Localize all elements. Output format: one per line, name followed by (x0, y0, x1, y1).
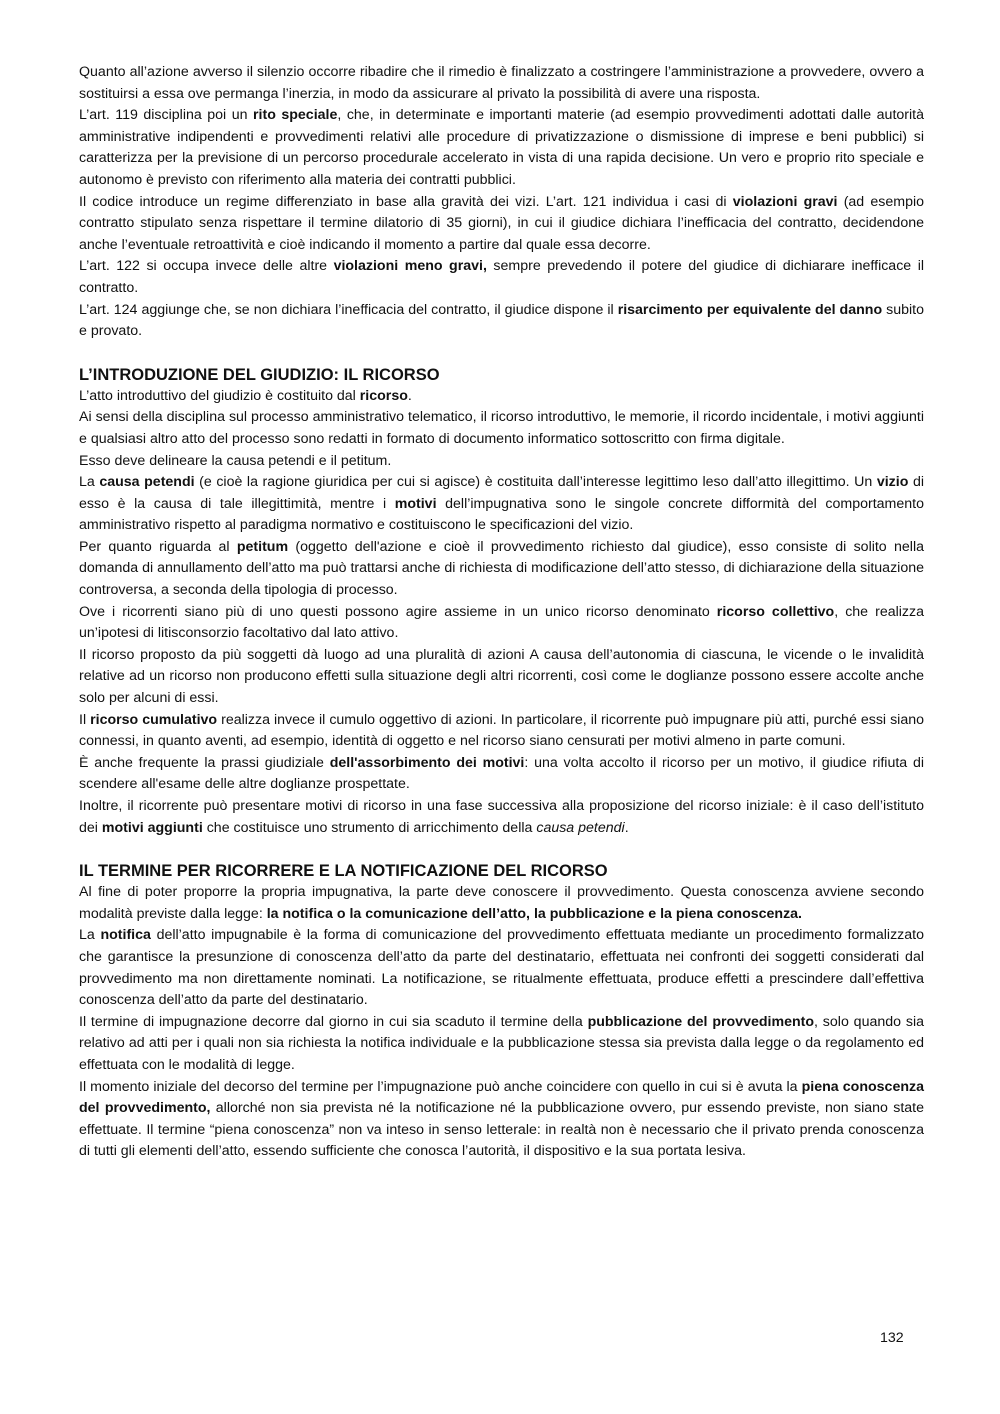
italic-text: causa petendi (536, 819, 625, 836)
paragraph (79, 537, 924, 602)
text-run: sempre prevedendo il potere del giudice di dichiarare inefficace il contratto. (79, 258, 924, 296)
paragraph (79, 407, 924, 450)
paragraph (79, 882, 924, 925)
bold-text: la notifica o la comunicazione dell’atto, la pubblicazione e la piena conoscenza. (266, 905, 803, 922)
bold-text: ricorso cumulativo (90, 711, 218, 728)
text-run: realizza invece il cumulo oggettivo di azioni. In particolare, il ricorrente può impugnare più atti, purché essi siano connessi, in quanto aventi, ad esempio, identità di oggetto e nel ricorso siano censurati per motivi almeno in parte comuni. (79, 711, 924, 750)
text-run: , solo quando sia relativo ad atti per i quali non sia richiesta la notifica individuale e la pubblicazione stessa sia prevista dalla legge o da regolamento ed effettuata con le modalità di legge. (79, 1013, 924, 1073)
text-run: Il codice introduce un regime differenziato in base alla gravità dei vizi. L’art. 121 individua i casi di (79, 193, 733, 210)
bold-text: notifica (100, 927, 151, 944)
bold-text: causa petendi (99, 474, 195, 491)
text-run: Quanto all’azione avverso il silenzio occorre ribadire che il rimedio è finalizzato a costringere l’amministrazione a provvedere, ovvero a sostituirsi a essa ove permanga l’inerzia, in modo da assicurare al privato la possibilità di avere una risposta. (79, 64, 924, 102)
paragraph (79, 753, 924, 796)
text-run: Ai sensi della disciplina sul processo amministrativo telematico, il ricorso introduttivo, le memorie, il ricordo incidentale, i motivi aggiunti e qualsiasi altro atto del processo sono redatti in formato di documento informatico sottoscritto con firma digitale. (79, 409, 924, 447)
paragraph (79, 62, 924, 105)
paragraph (79, 451, 924, 473)
bold-text: motivi aggiunti (101, 819, 203, 836)
text-run: , che realizza un’ipotesi di litisconsorzio facoltativo dal lato attivo. (79, 603, 924, 642)
paragraph (79, 645, 924, 710)
text-run: La (79, 474, 100, 491)
section-heading-termine: IL TERMINE PER RICORRERE E LA NOTIFICAZIONE DEL RICORSO (79, 862, 608, 881)
text-run: Il termine di impugnazione decorre dal giorno in cui sia scaduto il termine della (79, 1013, 588, 1030)
paragraph (79, 710, 924, 753)
paragraph (79, 925, 924, 1011)
document-page (79, 62, 924, 1163)
bold-text: dell'assorbimento dei motivi (329, 754, 525, 771)
paragraph (79, 1012, 924, 1077)
text-run: Esso deve delineare la causa petendi e il petitum. (79, 452, 392, 469)
text-run: Per quanto riguarda al (79, 538, 237, 555)
paragraph (79, 192, 924, 257)
section-ricorso (79, 386, 924, 839)
bold-text: ricorso collettivo (716, 603, 835, 620)
bold-text: vizio (876, 474, 909, 491)
text-run: subito e provato. (79, 301, 924, 340)
text-run: dell’atto impugnabile è la forma di comunicazione del provvedimento effettuata mediante un procedimento formalizzato che garantisce la presunzione di conoscenza dell’atto da parte del destinatario, effettuata nei confronti dei soggetti considerati dal provvedimento ma non direttamente nominati. La notificazione, se ritualmente effettuata, produce effetti a prescindere dall’effettiva conoscenza dell’atto da parte del destinatario. (79, 927, 924, 1009)
paragraph (79, 105, 924, 191)
text-run: . (407, 387, 412, 404)
bold-text: violazioni gravi (732, 193, 838, 210)
bold-text: motivi (394, 495, 437, 512)
text-run: Al fine di poter proporre la propria impugnativa, la parte deve conoscere il provvedimento. Questa conoscenza avviene secondo modalità previste dalla legge: (79, 884, 924, 922)
text-run: (oggetto dell'azione e cioè il provvedimento richiesto dal giudice), esso consiste di solito nella domanda di annullamento dell’atto ma può trattarsi anche di richiesta di modificazione dell’atto stesso, di dichiarazione della situazione controversa, a seconda della tipologia di processo. (79, 538, 924, 599)
text-run: : una volta accolto il ricorso per un motivo, il giudice rifiuta di scendere all'esame delle altre doglianze prospettate. (79, 754, 924, 793)
text-run: Il ricorso proposto da più soggetti dà luogo ad una pluralità di azioni A causa dell’autonomia di ciascuna, le vicende o le invalidità relative ad un ricorso non producono effetti sulla situazione degli altri ricorrenti, così come le doglianze possono essere accolte anche solo per alcuni di essi. (79, 646, 924, 707)
text-run: (ad esempio contratto stipulato senza rispettare il termine dilatorio di 35 giorni), in cui il giudice dichiara l’inefficacia del contratto, decidendone anche l’eventuale retroattività e cioè indicando il momento a partire dal quale essa decorre. (79, 193, 925, 253)
text-run: L’atto introduttivo del giudizio è costituito dal (79, 387, 360, 404)
text-run: di esso è la causa di tale illegittimità, mentre i (79, 474, 924, 512)
paragraph (79, 256, 924, 299)
paragraph (79, 796, 924, 839)
bold-text: violazioni meno gravi, (333, 258, 487, 275)
text-run: L’art. 122 si occupa invece delle altre (79, 258, 334, 275)
text-run: (e cioè la ragione giuridica per cui si agisce) è costituita dall’interesse legittimo leso dall’atto illegittimo. Un (194, 474, 877, 491)
section-termine (79, 882, 924, 1163)
text-run: È anche frequente la prassi giudiziale (79, 754, 330, 771)
bold-text: risarcimento per equivalente del danno (617, 301, 883, 318)
section-heading-ricorso: L’INTRODUZIONE DEL GIUDIZIO: IL RICORSO (79, 365, 440, 384)
paragraph (79, 300, 924, 343)
bold-text: rito speciale (253, 107, 338, 124)
text-run: , che, in determinate e importanti materie (ad esempio provvedimenti adottati dalle autorità amministrative indipendenti e provvedimenti relativi alle procedure di privatizzazione o dismissione di imprese e beni pubblici) si caratterizza per la previsione di un percorso procedurale accelerato in vista di una rapida decisione. Un vero e proprio rito speciale e autonomo è previsto con riferimento alla materia dei contratti pubblici. (79, 107, 924, 188)
bold-text: ricorso (359, 387, 408, 404)
text-run: L’art. 124 aggiunge che, se non dichiara l’inefficacia del contratto, il giudice dispone il (79, 301, 618, 318)
bold-text: petitum (236, 538, 289, 555)
text-run: che costituisce uno strumento di arricchimento della (202, 819, 537, 836)
page-number: 132 (880, 1330, 904, 1346)
text-run: La (79, 927, 101, 944)
text-run: Inoltre, il ricorrente può presentare motivi di ricorso in una fase successiva alla proposizione del ricorso iniziale: è il caso dell’istituto dei (79, 798, 924, 836)
paragraph (79, 386, 924, 408)
section-intro (79, 62, 924, 343)
paragraph (79, 472, 924, 537)
text-run: dell’impugnativa sono le singole concrete difformità del comportamento amministrativo rispetto al paradigma normativo e costituiscono le specificazioni del vizio. (79, 495, 924, 534)
text-run: L’art. 119 disciplina poi un (79, 107, 253, 124)
paragraph (79, 602, 924, 645)
bold-text: piena conoscenza del provvedimento, (79, 1078, 924, 1117)
text-run: allorché non sia prevista né la notificazione né la pubblicazione ovvero, pur essendo previste, non siano state effettuate. Il termine “piena conoscenza” non va inteso in senso letterale: in realtà non è necessario che il privato prenda conoscenza di tutti gli elementi dell’atto, essendo sufficiente che conosca l’autorità, il dispositivo e la sua portata lesiva. (79, 1100, 924, 1160)
paragraph (79, 1077, 924, 1163)
text-run: Il (79, 711, 91, 728)
text-run: Ove i ricorrenti siano più di uno questi possono agire assieme in un unico ricorso denominato (79, 603, 717, 620)
text-run: Il momento iniziale del decorso del termine per l’impugnazione può anche coincidere con quello in cui si è avuta la (79, 1078, 802, 1095)
bold-text: pubblicazione del provvedimento (587, 1013, 815, 1030)
text-run: . (624, 819, 629, 836)
